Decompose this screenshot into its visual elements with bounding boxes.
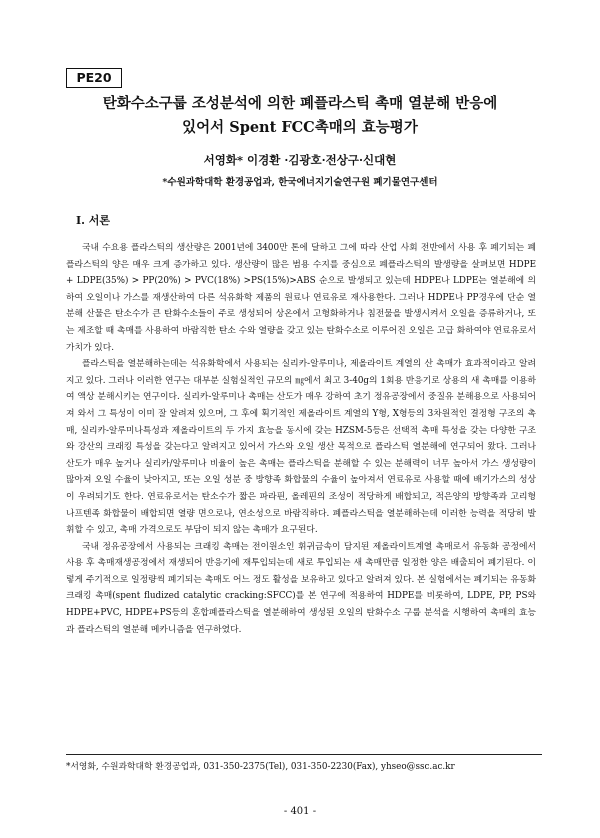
- author-list: 서영화* 이경환 ·김광호·전상구·신대현: [203, 153, 397, 167]
- paper-title-line-2: 있어서 Spent FCC촉매의 효능평가: [182, 119, 418, 136]
- paragraph: 국내 수요용 플라스틱의 생산량은 2001년에 3400만 톤에 달하고 그에 따라 산업 사회 전반에서 사용 후 폐기되는 폐플라스틱의 양은 매우 크게 증가하고 있다. 생산량이 많은 범용 수지를 중심으로 폐플라스틱의 발생량을 살펴보면 HDPE + LDPE(35%) > PP(20%) > PVC(18%) >PS(15%)>ABS 순으로 발생되고 있는데 HDPE나 LDPE는 열분해에 의하여 오일이나 가스를 재생산하여 다른 석유화학 제품의 원료나 연료유로 재사용한다. 그러나 HDPE나 PP경우에 단순 열분해 산물은 탄소수가 큰 탄화수소들이 주로 생성되어 상온에서 고형화하거나 침전물을 발생시켜서 오일을 증류하거나, 또는 제조할 때 촉매를 사용하여 바람직한 탄소 수와 열량을 갖고 있는 탄화수소로 이루어진 오일은 고급 화하여야 연료유로서 가치가 있다.: [66, 243, 536, 353]
- section-heading: I. 서론: [76, 214, 111, 227]
- session-code-box: PE20: [66, 68, 122, 88]
- footnote-divider: [66, 754, 542, 755]
- footnote: *서영화, 수원과학대학 환경공업과, 031-350-2375(Tel), 031-350-2230(Fax), yhseo@ssc.ac.kr: [66, 762, 455, 772]
- page-number: - 401 -: [283, 806, 317, 817]
- paragraph: 국내 정유공장에서 사용되는 크래킹 촉매는 전이원소인 휘귀금속이 담지된 제올라이트계열 촉매로서 유동화 공정에서 사용 후 촉매재생공정에서 재생되어 반응기에 재투입되는데 새로 투입되는 새 촉매만큼 일정한 양은 배출되어 폐기된다. 이렇게 주기적으로 일정량씩 폐기되는 촉매도 어느 정도 활성을 보유하고 있다고 알려져 있다. 본 실험에서는 폐기되는 유동화 크래킹 촉매(spent fludized catalytic cracking:SFCC)를 본 연구에 적용하여 HDPE를 비롯하여, LDPE, PP, PS와 HDPE+PVC, HDPE+PS등의 혼합폐플라스틱을 열분해하여 생성된 오일의 탄화수소 구룹 분석을 시행하여 촉매의 효능과 플라스틱의 열분해 메카니즘을 연구하였다.: [66, 541, 536, 635]
- paragraph: 플라스틱을 열분해하는데는 석유화학에서 사용되는 실리카-알루미나, 제올라이트 계열의 산 촉매가 효과적이라고 알려지고 있다. 그러나 이러한 연구는 대부분 실험실적인 규모의 ㎎에서 최고 3-40g의 1회용 반응기로 상용의 새 촉매를 이용하여 액상 분해시키는 연구이다. 실리카-알루미나 촉매는 산도가 매우 강하여 초기 정유공장에서 중질유 분해용으로 사용되어져 와서 그 특성이 이미 잘 알려져 있으며, 그 후에 획기적인 제올라이트 계열의 Y형, X형등의 3차원적인 결정형 구조의 촉매, 실리카-알루미나특성과 제올라이트의 두 가지 효능을 동시에 갖는 HZSM-5등은 선택적 촉매 특성을 갖는 다양한 구조와 강산의 크래킹 특성을 갖는다고 알려지고 있어서 가스와 오일 생산 목적으로 플라스틱 열분해에 연구되어 왔다. 그러나 산도가 매우 높거나 실리카/알루미나 비율이 높은 촉매는 플라스틱을 분해할 수 있는 분해력이 너무 높아서 가스 생성량이 많아져 오일 수율이 낮아지고, 또는 오일 성분 중 방향족 화합물의 수율이 높아져서 연료유로 사용할 때에 배기가스의 성상이 우려되기도 한다. 연료유로서는 탄소수가 짧은 파라핀, 올레핀의 조성이 적당하게 배합되고, 적은양의 방향족과 고리형 나프텐족 화합물이 배합되면 열량 면으로나, 연소성으로 바람직하다. 폐플라스틱을 열분해하는데 이러한 능력을 적당히 발휘할 수 있고, 촉매 가격으로도 부담이 되지 않는 촉매가 요구된다.: [66, 359, 536, 536]
- paper-title-line-1: 탄화수소구룹 조성분석에 의한 폐플라스틱 촉매 열분해 반응에: [102, 95, 498, 112]
- body-text: [66, 240, 536, 638]
- affiliation: *수원과학대학 환경공업과, 한국에너지기술연구원 폐기물연구센터: [162, 177, 438, 188]
